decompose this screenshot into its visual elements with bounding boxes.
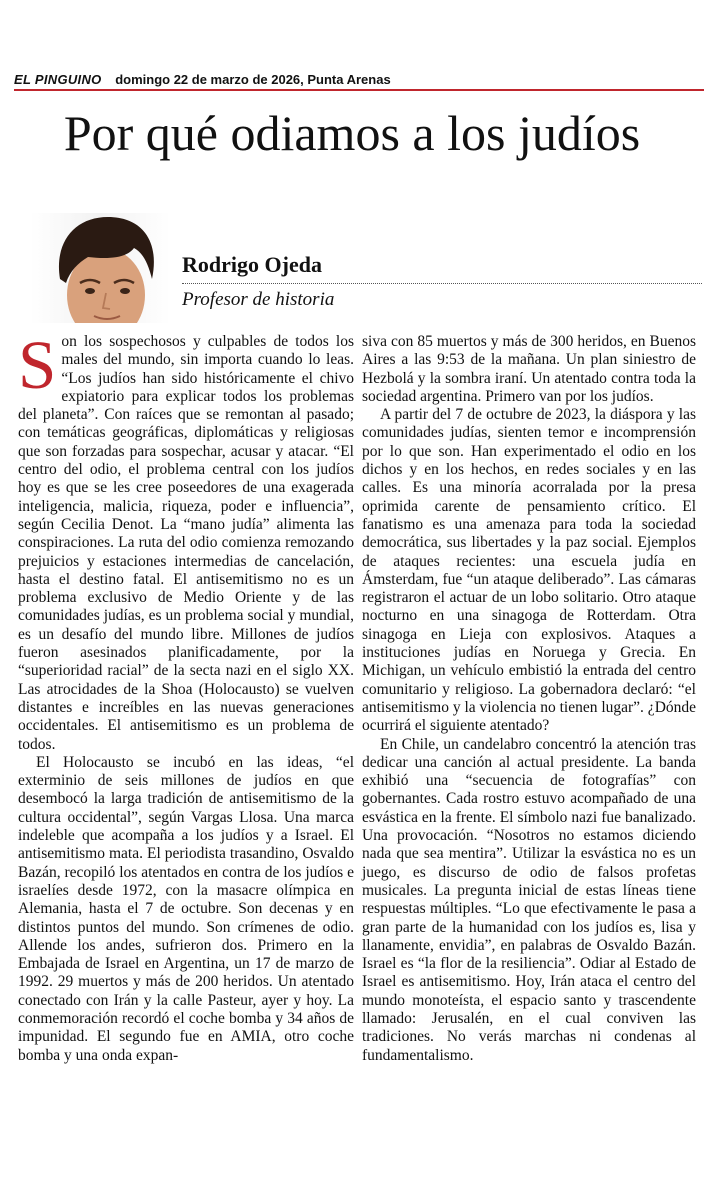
author-name: Rodrigo Ojeda <box>182 252 322 277</box>
dateline: domingo 22 de marzo de 2026, Punta Arenas <box>115 72 391 87</box>
author-role: Profesor de historia <box>182 289 335 310</box>
author-photo <box>30 213 170 323</box>
headline: Por qué odiamos a los judíos <box>63 105 641 161</box>
masthead <box>14 72 391 87</box>
byline-divider <box>182 283 702 284</box>
newspaper-name: EL PINGUINO <box>14 72 102 87</box>
article-column-1 <box>18 327 354 1065</box>
masthead-rule <box>14 89 704 91</box>
article-paragraph: siva con 85 muertos y más de 300 heridos, en Buenos Aires a las 9:53 de la mañana. Un plan siniestro de Hezbolá y la sombra iraní. Un atentado contra toda la sociedad argentina. Primero van por los judíos. <box>362 333 696 405</box>
article-column-2 <box>362 333 696 1065</box>
article-paragraph: En Chile, un candelabro concentró la atención tras dedicar una canción al actual presidente. La banda exhibió una “secuencia de fotografías” con gobernantes. Cada rostro estuvo acompañado de una esvástica en la frente. El símbolo nazi fue banalizado. Una provocación. “Nosotros no estamos diciendo nada que sea mentira”. Utilizar la esvástica no es un juego, es discurso de odio de falsos profetas musicales. La pregunta inicial de estas líneas tiene respuestas múltiples. “Lo que efectivamente le pasa a gran parte de la humanidad con los judíos es, lisa y llanamente, envidia”, en palabras de Osvaldo Bazán. Israel es “la flor de la resiliencia”. Odiar al Estado de Israel es antisemitismo. Hoy, Irán ataca el centro del mundo monoteísta, el espacio santo y trascendente llamado: Jerusalén, en el cual conviven las tradiciones. No verás marchas ni condenas al fundamentalismo. <box>362 735 696 1064</box>
article-paragraph: El Holocausto se incubó en las ideas, “el exterminio de seis millones de judíos en que desembocó la larga tradición de antisemitismo de la cultura occidental”, según Vargas Llosa. Una marca indeleble que acompaña a los judíos y a Israel. El antisemitismo mata. El periodista trasandino, Osvaldo Bazán, recopiló los atentados en contra de los judíos e israelíes desde 1972, con la masacre olímpica en Alemania, hasta el 7 de octubre. Son decenas y en distintos puntos del mundo. Son crímenes de odio. Allende los andes, sufrieron dos. Primero en la Embajada de Israel en Argentina, un 17 de marzo de 1992. 29 muertos y más de 200 heridos. Un atentado conectado con Irán y la calle Pasteur, ayer y hoy. La conmemoración recordó el coche bomba y 34 años de impunidad. El segundo fue en AMIA, otro coche bomba y una onda expan- <box>18 753 354 1064</box>
article-paragraph: Son los sospechosos y culpables de todos los males del mundo, sin importa cuando lo leas. “Los judíos han sido históricamente el chivo expiatorio para explicar todos los problemas del planeta”. Con raíces que se remontan al pasado; con temáticas geográficas, diplomáticas y religiosas que son forzadas para sospechar, acusar y atacar. “El centro del odio, el problema central con los judíos hoy es que se les cree poseedores de una exagerada inteligencia, malicia, riqueza, poder e influencia”, según Cecilia Denot. La “mano judía” alimenta las conspiraciones. La ruta del odio comienza remozando prejuicios y estaciones intermedias de cancelación, hasta el destino fatal. El antisemitismo no es un problema exclusivo de Medio Oriente y de las comunidades judías, es un problema social y mundial, es un desafío del mundo libre. Millones de judíos fueron asesinados planificadamente, por la “superioridad racial” de la secta nazi en el siglo XX. Las atrocidades de la Shoa (Holocausto) se vuelven distantes e increíbles en las nuevas generaciones occidentales. El antisemitismo es un problema de todos. <box>18 327 354 753</box>
article-paragraph: A partir del 7 de octubre de 2023, la diáspora y las comunidades judías, sienten temor e incomprensión por lo que son. Han experimentado el odio en los dichos y en los hechos, en redes sociales y en las calles. Es una minoría acorralada por la presa oprimida carente de pensamiento crítico. El fanatismo es una amenaza para toda la sociedad democrática, sus libertades y la paz social. Ejemplos de ataques recientes: una escuela judía en Ámsterdam, fue “un ataque deliberado”. Las cámaras registraron el actuar de un lobo solitario. Otro ataque nocturno en una sinagoga de Rotterdam. Otra sinagoga en Lieja con explosivos. Ataques a instituciones judías en Noruega y Grecia. En Michigan, un vehículo embistió la entrada del centro comunitario y religioso. La gobernadora declaró: “el antisemitismo y la violencia no tienen lugar”. ¿Dónde ocurrirá el siguiente atentado? <box>362 406 697 735</box>
